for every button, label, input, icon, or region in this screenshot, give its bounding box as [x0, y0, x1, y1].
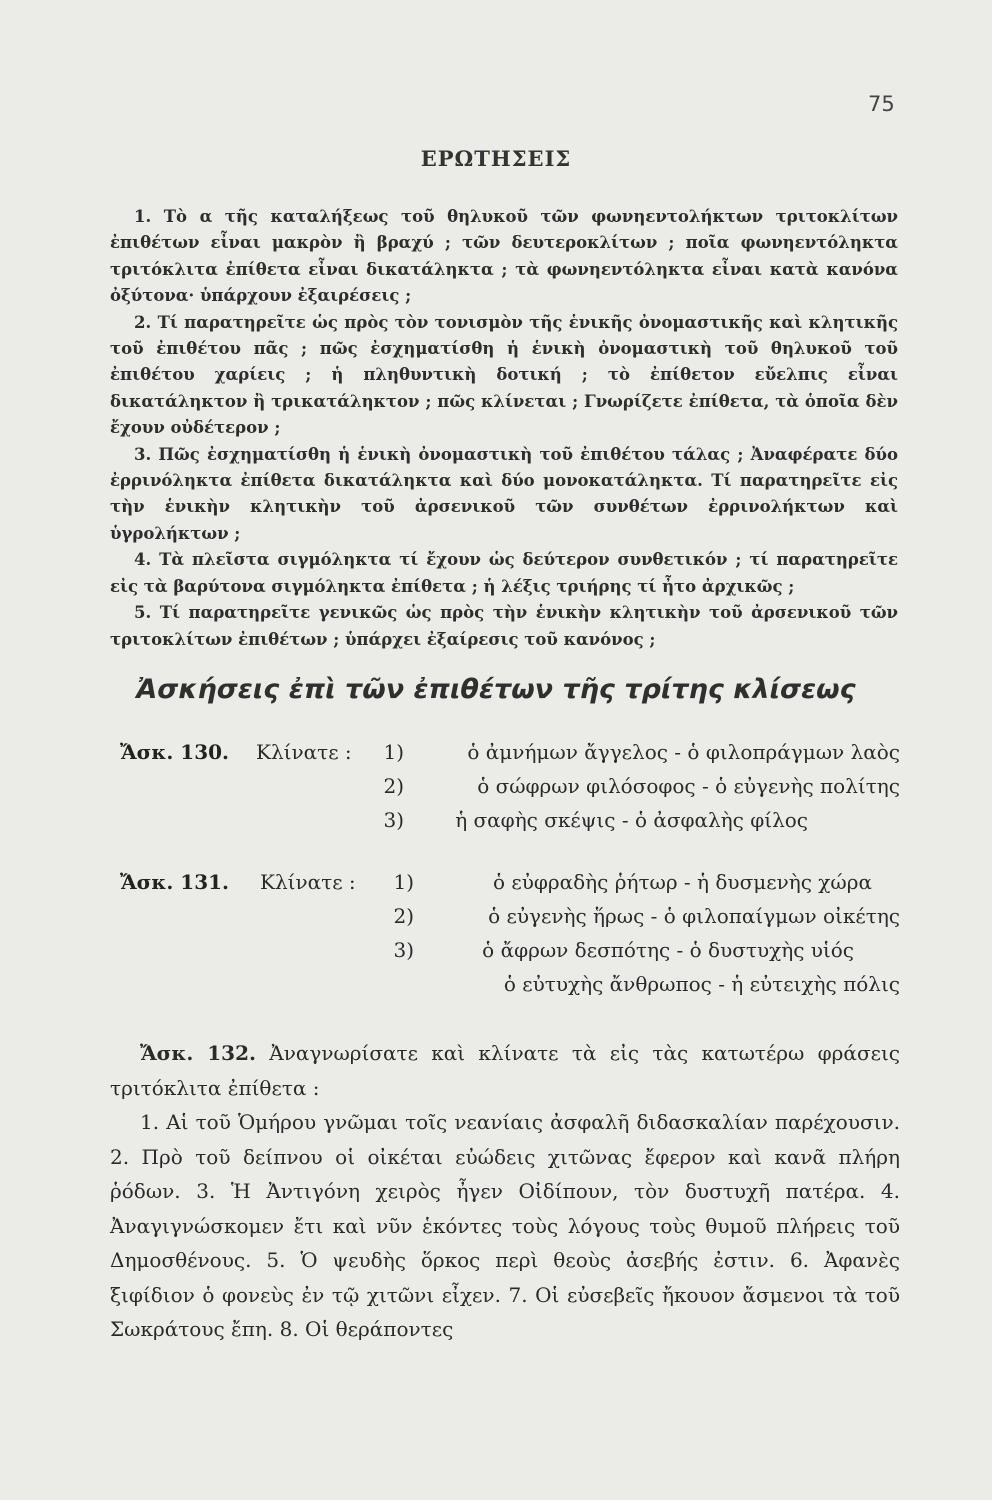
question-1: 1. Τὸ α τῆς καταλήξεως τοῦ θηλυκοῦ τῶν φωνηεντολήκτων τριτοκλίτων ἐπιθέτων εἶναι μακρὸν ἢ βραχύ ; τῶν δευτεροκλίτων ; ποῖα φωνηεντόληκτα τριτόκλιτα ἐπίθετα εἶναι δικατάληκτα ; τὰ φωνηεντόληκτα εἶναι κατὰ κανόνα ὀξύτονα· ὑπάρχουν ἐξαιρέσεις ;: [110, 207, 898, 306]
exercise-131-line-1: ὁ εὐφραδὴς ῥήτωρ - ἡ δυσμενὴς χώρα: [492, 870, 872, 894]
exercise-130-label: Ἄσκ. 130.: [120, 740, 230, 764]
exercise-130-num-1: 1): [383, 740, 404, 764]
exercise-130: [110, 740, 900, 842]
question-4: 4. Τὰ πλεῖστα σιγμόληκτα τί ἔχουν ὡς δεύτερον συνθετικόν ; τί παρατηρεῖτε εἰς τὰ βαρύτονα σιγμόληκτα ἐπίθετα ; ἡ λέξις τριήρης τί ἦτο ἀρχικῶς ;: [110, 550, 898, 596]
exercise-130-num-2: 2): [383, 774, 404, 798]
exercise-132-instruction: Ἀναγνωρίσατε καὶ κλίνατε τὰ εἰς τὰς κατωτέρω φράσεις τριτόκλιτα ἐπίθετα :: [110, 1041, 900, 1100]
exercise-131-num-2: 2): [393, 904, 414, 928]
questions-section: [110, 204, 898, 653]
exercise-130-line-1: ὁ ἀμνήμων ἄγγελος - ὁ φιλοπράγμων λαὸς: [467, 740, 900, 764]
exercise-132-label: Ἄσκ. 132.: [140, 1041, 256, 1065]
exercise-131-num-1: 1): [393, 870, 414, 894]
exercise-131-num-3: 3): [393, 938, 414, 962]
question-3: 3. Πῶς ἐσχηματίσθη ἡ ἑνικὴ ὀνομαστικὴ τοῦ ἐπιθέτου τάλας ; Ἀναφέρατε δύο ἐρρινόληκτα ἐπίθετα δικατάληκτα καὶ δύο μονοκατάληκτα. Τί παρατηρεῖτε εἰς τὴν ἑνικὴν κλητικὴν τοῦ ἀρσενικοῦ τῶν συνθέτων ἐρρινολήκτων καὶ ὑγρολήκτων ;: [110, 444, 898, 543]
exercise-131-line-2: ὁ εὐγενὴς ἥρως - ὁ φιλοπαίγμων οἰκέτης: [488, 904, 900, 928]
exercise-131-line-3: ὁ ἄφρων δεσπότης - ὁ δυστυχὴς υἱός: [482, 938, 854, 962]
exercises-heading: Ἀσκήσεις ἐπὶ τῶν ἐπιθέτων τῆς τρίτης κλίσεως: [136, 674, 856, 705]
exercise-131-verb: Κλίνατε :: [260, 870, 356, 894]
exercise-130-line-2: ὁ σώφρων φιλόσοφος - ὁ εὐγενὴς πολίτης: [477, 774, 900, 798]
exercise-132-instruction-para: [110, 1036, 900, 1105]
exercise-131-label: Ἄσκ. 131.: [120, 870, 230, 894]
exercise-131: [110, 870, 900, 1006]
exercise-131-line-4: ὁ εὐτυχὴς ἄνθρωπος - ἡ εὐτειχὴς πόλις: [503, 972, 900, 996]
page-number: 75: [868, 92, 895, 116]
questions-title: ΕΡΩΤΗΣΕΙΣ: [420, 146, 572, 171]
question-5: 5. Τί παρατηρεῖτε γενικῶς ὡς πρὸς τὴν ἑνικὴν κλητικὴν τοῦ ἀρσενικοῦ τῶν τριτοκλίτων ἐπιθέτων ; ὑπάρχει ἐξαίρεσις τοῦ κανόνος ;: [110, 603, 898, 649]
exercise-130-verb: Κλίνατε :: [256, 740, 352, 764]
exercise-130-num-3: 3): [383, 808, 404, 832]
exercise-132-text: 1. Αἱ τοῦ Ὁμήρου γνῶμαι τοῖς νεανίαις ἀσφαλῆ διδασκαλίαν παρέχουσιν. 2. Πρὸ τοῦ δείπνου οἱ οἰκέται εὐώδεις χιτῶνας ἔφερον καὶ κανᾶ πλήρη ῥόδων. 3. Ἡ Ἀντιγόνη χειρὸς ἦγεν Οἰδίπουν, τὸν δυστυχῆ πατέρα. 4. Ἀναγιγνώσκομεν ἔτι καὶ νῦν ἑκόντες τοὺς λόγους τοὺς θυμοῦ πλήρεις τοῦ Δημοσθένους. 5. Ὁ ψευδὴς ὅρκος περὶ θεοὺς ἀσεβής ἐστιν. 6. Ἀφανὲς ξιφίδιον ὁ φονεὺς ἐν τῷ χιτῶνι εἶχεν. 7. Οἱ εὐσεβεῖς ἤκουον ἄσμενοι τὰ τοῦ Σωκράτους ἔπη. 8. Οἱ θεράποντες: [110, 1110, 900, 1341]
exercise-130-line-3: ἡ σαφὴς σκέψις - ὁ ἀσφαλὴς φίλος: [455, 808, 808, 832]
exercise-132: [110, 1036, 900, 1347]
question-2: 2. Τί παρατηρεῖτε ὡς πρὸς τὸν τονισμὸν τῆς ἑνικῆς ὀνομαστικῆς καὶ κλητικῆς τοῦ ἐπιθέτου πᾶς ; πῶς ἐσχηματίσθη ἡ ἑνικὴ ὀνομαστικὴ τοῦ θηλυκοῦ τοῦ ἐπιθέτου χαρίεις ; ἡ πληθυντικὴ δοτική ; τὸ ἐπίθετον εὔελπις εἶναι δικατάληκτον ἢ τρικατάληκτον ; πῶς κλίνεται ; Γνωρίζετε ἐπίθετα, τὰ ὁποῖα δὲν ἔχουν οὐδέτερον ;: [110, 312, 898, 438]
